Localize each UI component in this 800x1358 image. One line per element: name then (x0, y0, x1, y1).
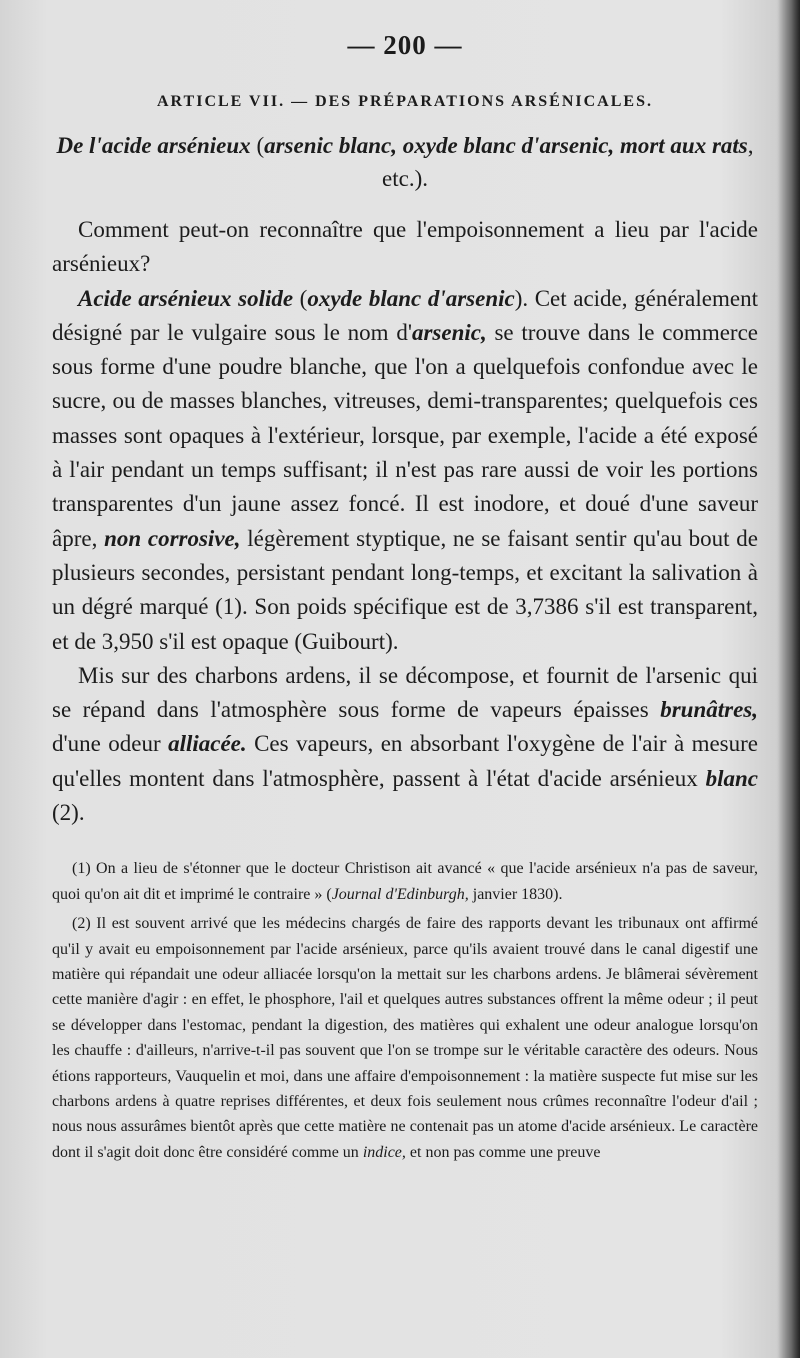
section-title-part2: arsenic blanc, oxyde blanc d'arsenic, mort aux rats (264, 133, 748, 158)
paragraph-2-text-b: se trouve dans le commerce sous forme d'une poudre blanche, que l'on a quelquefois confondue avec le sucre, ou de masses blanches, vitreuses, demi-transparentes; quelquefois ces masses sont opaques à l'extérieur, lorsque, par exemple, l'acide a été exposé à l'air pendant un temps suffisant; il n'est pas rare aussi de voir les portions transparentes d'un jaune assez foncé. Il est inodore, et doué d'une saveur âpre, (52, 319, 758, 551)
paragraph-3-text-a: Mis sur des charbons ardens, il se décompose, et fournit de l'arsenic qui se répand dans l'atmosphère sous forme de vapeurs épaisses (52, 662, 758, 723)
paragraph-2-paren-text: oxyde blanc d'arsenic (307, 285, 515, 311)
page-content (52, 30, 758, 1165)
footnote-2 (52, 911, 758, 1165)
paragraph-3 (52, 659, 758, 830)
footnote-2-text-a: (2) Il est souvent arrivé que les médecins chargés de faire des rapports devant les tribunaux ont affirmé qu'il y avait eu empoisonnement par l'acide arsénieux, parce qu'ils avaient trouvé dans le canal digestif une matière qui répandait une odeur alliacée lorsqu'on la mettait sur les charbons ardens. Je blâmerai sévèrement cette manière d'agir : en effet, le phosphore, l'ail et quelques autres substances offrent la même odeur ; il peut se développer dans l'estomac, pendant la digestion, des matières qui exhalent une odeur analogue lorsqu'on les chauffe : d'ailleurs, n'arrive-t-il pas souvent que l'on se trompe sur le véritable caractère des odeurs. Nous étions rapporteurs, Vauquelin et moi, dans une affaire d'empoisonnement : la matière suspecte fut mise sur les charbons ardens à quatre reprises différentes, et deux fois seulement nous crûmes reconnaître l'odeur d'ail ; nous nous assurâmes bientôt après que cette matière ne contenait pas un atome d'acide arsénieux. Le caractère dont il s'agit doit donc être considéré comme un (52, 915, 758, 1161)
paragraph-2-non-corrosive: non corrosive, (104, 525, 241, 551)
section-title (52, 129, 758, 195)
paragraph-3-alliacee: alliacée. (168, 731, 247, 757)
footnote-1-journal: Journal d'Edinburgh, (331, 885, 469, 903)
paragraph-1: Comment peut-on reconnaître que l'empoisonnement a lieu par l'acide arsénieux? (52, 217, 758, 277)
paragraph-2-lead: Acide arsénieux solide (78, 285, 294, 311)
paragraph-2-text-c: légèrement styptique, ne se faisant sentir qu'au bout de plusieurs secondes, persistant pendant long-temps, et excitant la salivation à un dégré marqué (1). Son poids spécifique est de 3,7386 s'il est transparent, et de 3,950 s'il est opaque (Guibourt). (52, 525, 759, 654)
paragraph-3-blanc: blanc (705, 765, 758, 791)
article-heading: ARTICLE VII. — DES PRÉPARATIONS ARSÉNICALES. (157, 93, 653, 110)
paragraph-3-text-c: Ces vapeurs, en absorbant l'oxygène de l'air à mesure qu'elles montent dans l'atmosphère, passent à l'état d'acide arsénieux (52, 731, 758, 791)
paragraph-2-text-a: ). Cet acide, généralement désigné par le vulgaire sous le nom d' (52, 285, 758, 345)
paragraph-3-text-d: (2). (52, 800, 85, 826)
section-title-part1: De l'acide arsénieux (56, 133, 251, 158)
paragraph-3-brunatres: brunâtres, (660, 697, 758, 723)
paragraph-2-paren-open: ( (293, 285, 308, 311)
paragraph-3-text-b: d'une odeur (52, 731, 169, 757)
section-title-paren: ( (250, 133, 265, 158)
body-text (52, 213, 758, 830)
paragraph-2 (52, 282, 758, 659)
footnotes (52, 856, 758, 1165)
page-edge-shadow (778, 0, 800, 1358)
footnote-1 (52, 856, 758, 907)
paragraph-2-arsenic: arsenic, (411, 319, 487, 345)
page-number: — 200 — (347, 30, 463, 60)
section-title-part3: , etc.). (382, 133, 754, 191)
footnote-2-text-b: et non pas comme une preuve (405, 1143, 601, 1161)
footnote-2-indice: indice, (362, 1143, 406, 1161)
footnote-1-text-b: janvier 1830). (468, 885, 563, 903)
footnote-1-text-a: (1) On a lieu de s'étonner que le docteur Christison ait avancé « que l'acide arsénieux n'a pas de saveur, quoi qu'on ait dit et imprimé le contraire » ( (52, 860, 758, 903)
